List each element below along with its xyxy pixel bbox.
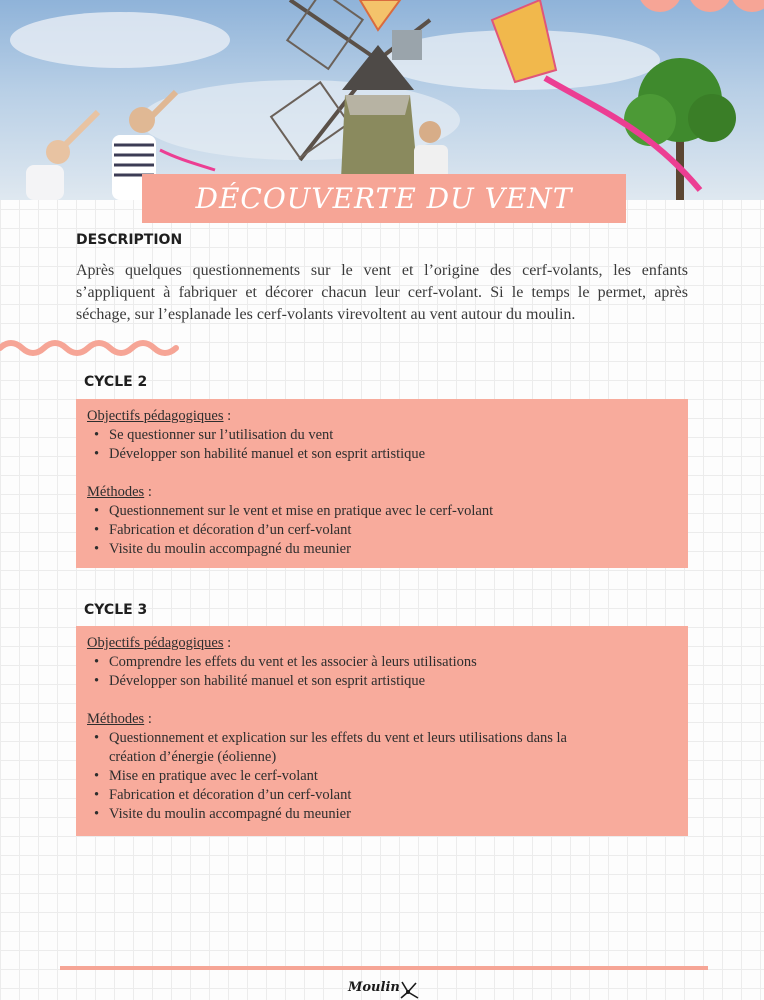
footer-logo-text: Moulin xyxy=(348,980,400,995)
list-item: • Questionnement sur le vent et mise en pratique avec le cerf-volant xyxy=(87,502,676,521)
cycle2-methods-list xyxy=(87,502,676,559)
page-title: DÉCOUVERTE DU VENT xyxy=(195,182,573,215)
cycle3-box xyxy=(76,626,688,836)
cycle2-methods-label: Méthodes xyxy=(87,484,145,500)
cycle2-objectives-label: Objectifs pédagogiques xyxy=(87,408,224,424)
list-item: • Développer son habilité manuel et son esprit artistique xyxy=(87,445,676,464)
list-item: • Développer son habilité manuel et son esprit artistique xyxy=(87,672,676,691)
footer-divider xyxy=(60,966,708,970)
cycle2-box xyxy=(76,399,688,568)
list-item: • Fabrication et décoration d’un cerf-volant xyxy=(87,786,616,805)
list-item: • Questionnement et explication sur les effets du vent et leurs utilisations dans la création d’énergie (éolienne) xyxy=(87,729,616,767)
description-heading: DESCRIPTION xyxy=(76,232,183,248)
footer-logo xyxy=(346,978,422,1000)
cycle3-objectives-list xyxy=(87,653,676,691)
cycle3-objectives-title: Objectifs pédagogiques : xyxy=(87,635,232,651)
cycle2-methods-title: Méthodes : xyxy=(87,484,152,500)
list-item: • Comprendre les effets du vent et les associer à leurs utilisations xyxy=(87,653,676,672)
header-photo xyxy=(0,0,764,200)
cycle3-methods-label: Méthodes xyxy=(87,711,145,727)
list-item: • Visite du moulin accompagné du meunier xyxy=(87,805,616,824)
list-item: • Fabrication et décoration d’un cerf-volant xyxy=(87,521,676,540)
cycle3-objectives-label: Objectifs pédagogiques xyxy=(87,635,224,651)
cycle3-heading: CYCLE 3 xyxy=(84,602,148,618)
cycle2-objectives-title: Objectifs pédagogiques : xyxy=(87,408,232,424)
description-text: Après quelques questionnements sur le vent et l’origine des cerf-volants, les enfants s’appliquent à fabriquer et décorer chacun leur cerf-volant. Si le temps le permet, après séchage, sur l’esplanade les cerf-volants virevoltent au vent autour du moulin. xyxy=(76,262,688,323)
cycle3-methods-title: Méthodes : xyxy=(87,711,152,727)
list-item: • Mise en pratique avec le cerf-volant xyxy=(87,767,616,786)
cycle2-heading: CYCLE 2 xyxy=(84,374,148,390)
list-item: • Se questionner sur l’utilisation du vent xyxy=(87,426,676,445)
cycle3-methods-list xyxy=(87,729,676,824)
cycle2-objectives-list xyxy=(87,426,676,464)
windmill-kites-illustration xyxy=(0,0,764,200)
title-banner xyxy=(142,174,626,223)
list-item: • Visite du moulin accompagné du meunier xyxy=(87,540,676,559)
wave-divider xyxy=(0,336,180,360)
